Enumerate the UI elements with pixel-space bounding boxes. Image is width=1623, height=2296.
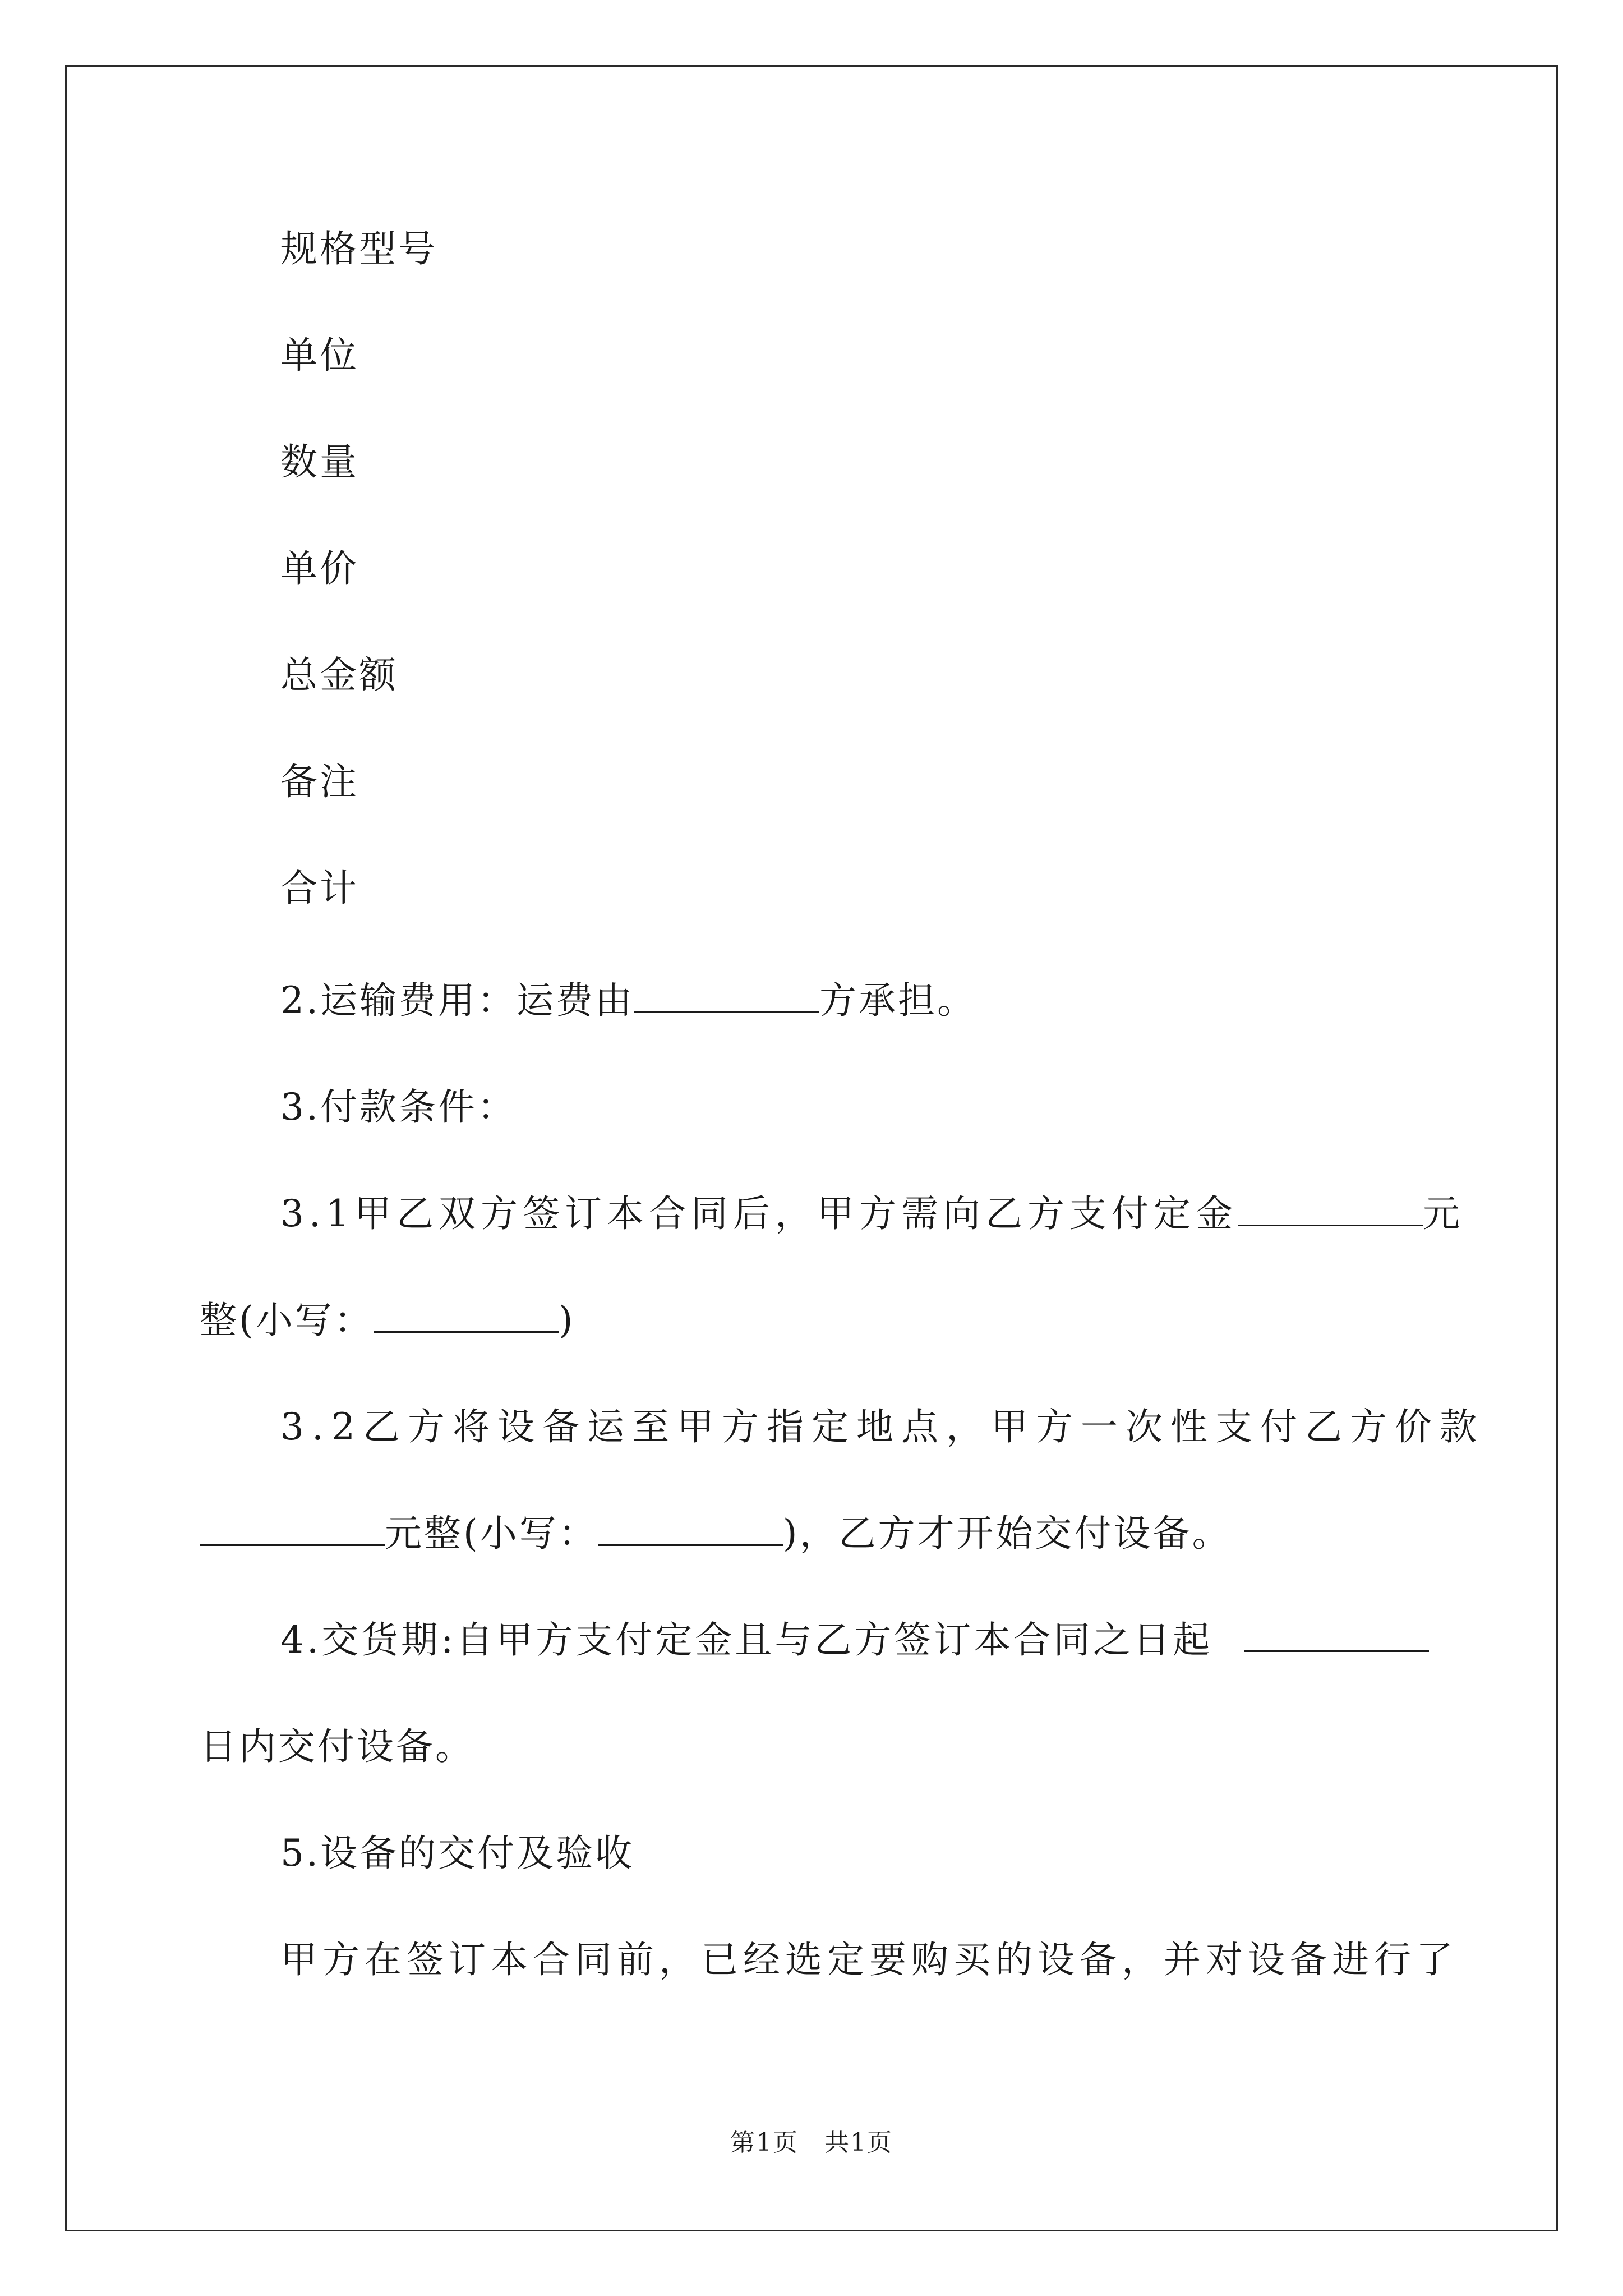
clause-3-1-line-2-prefix: 整(小写：	[200, 1299, 374, 1342]
clause-3-2-line-2-suffix: )，乙方才开始交付设备。	[782, 1512, 1232, 1555]
clause-3-1-line-2-suffix: )	[558, 1299, 575, 1342]
blank-field	[1238, 1192, 1423, 1226]
page-border	[65, 65, 1558, 2231]
clause-3-2-line-2-mid: 元整(小写：	[385, 1512, 598, 1555]
blank-field	[374, 1299, 559, 1333]
page-footer: 第1页 共1页	[730, 2128, 893, 2157]
blank-field	[634, 979, 819, 1013]
table-label-unit-price: 单价	[280, 547, 359, 590]
clause-2-suffix: 方承担。	[819, 979, 976, 1022]
clause-3-1-line-2	[200, 1298, 575, 1343]
clause-3-heading: 3.付款条件：	[280, 1085, 517, 1129]
clause-4-line-2: 日内交付设备。	[200, 1725, 474, 1768]
clause-5-text: 甲方在签订本合同前，已经选定要购买的设备，并对设备进行了	[280, 1938, 1458, 1981]
clause-3-1-end: 元	[1238, 1191, 1460, 1236]
clause-3-1-line-1	[280, 1191, 1460, 1236]
clause-3-1-text: 3.1甲乙双方签订本合同后，甲方需向乙方支付定金	[280, 1192, 1238, 1235]
table-label-spec: 规格型号	[280, 227, 437, 270]
table-label-total-amount: 总金额	[280, 654, 398, 697]
table-label-remarks: 备注	[280, 760, 359, 803]
table-label-quantity: 数量	[280, 440, 359, 484]
blank-field	[1244, 1618, 1429, 1652]
clause-4-line-1	[280, 1618, 1429, 1663]
clause-5-heading: 5.设备的交付及验收	[280, 1832, 634, 1875]
clause-4-text: 4.交货期:自甲方支付定金且与乙方签订本合同之日起	[280, 1618, 1213, 1662]
table-label-sum: 合计	[280, 867, 359, 910]
clause-3-2-line-1: 3.2乙方将设备运至甲方指定地点，甲方一次性支付乙方价款	[280, 1405, 1484, 1448]
blank-field	[200, 1512, 385, 1546]
clause-3-2-line-2	[200, 1511, 1232, 1556]
blank-field	[598, 1512, 783, 1546]
clause-2-prefix: 2.运输费用：运费由	[280, 979, 634, 1022]
clause-2-transport-fee	[280, 978, 976, 1023]
table-label-unit: 单位	[280, 334, 359, 377]
